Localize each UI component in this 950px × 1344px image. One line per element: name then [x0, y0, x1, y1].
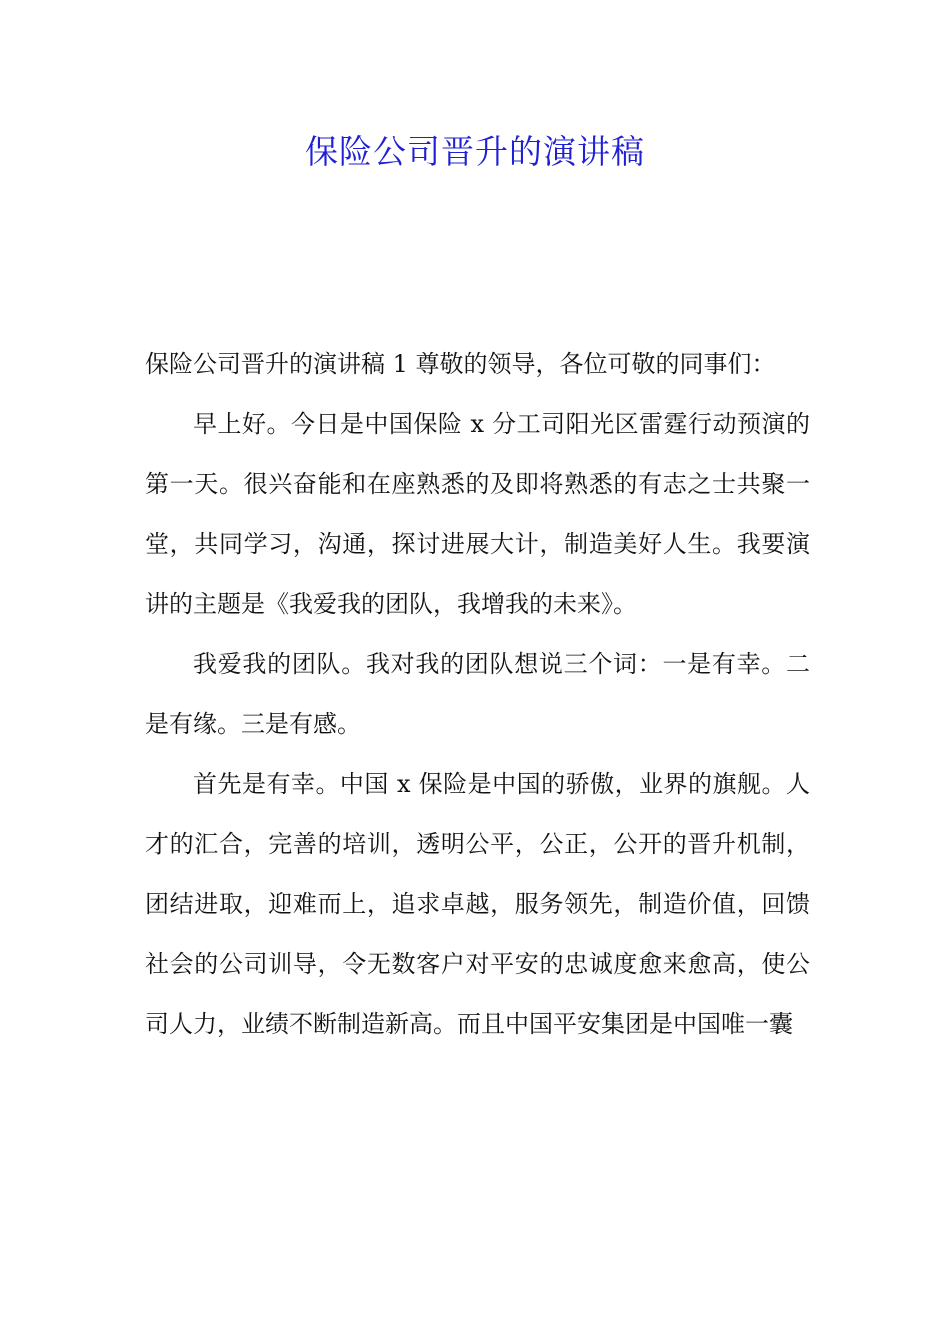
paragraph-4: 首先是有幸。中国 x 保险是中国的骄傲，业界的旗舰。人才的汇合，完善的培训，透明公平，公正，公开的晋升机制，团结进取，迎难而上，追求卓越，服务领先，制造价值，回馈社会的公司训导，令无数客户对平安的忠诚度愈来愈高，使公司人力，业绩不断制造新高。而且中国平安集团是中国唯一囊 [145, 770, 810, 1038]
paragraph-1: 保险公司晋升的演讲稿 1 尊敬的领导，各位可敬的同事们： [145, 350, 776, 378]
document-title: 保险公司晋升的演讲稿 [305, 132, 645, 171]
paragraph-3: 我爱我的团队。我对我的团队想说三个词：一是有幸。二是有缘。三是有感。 [145, 650, 810, 738]
document-body [145, 334, 810, 1054]
paragraph-2: 早上好。今日是中国保险 x 分工司阳光区雷霆行动预演的第一天。很兴奋能和在座熟悉的及即将熟悉的有志之士共聚一堂，共同学习，沟通，探讨进展大计，制造美好人生。我要演讲的主题是《我爱我的团队，我增我的未来》。 [145, 410, 810, 618]
